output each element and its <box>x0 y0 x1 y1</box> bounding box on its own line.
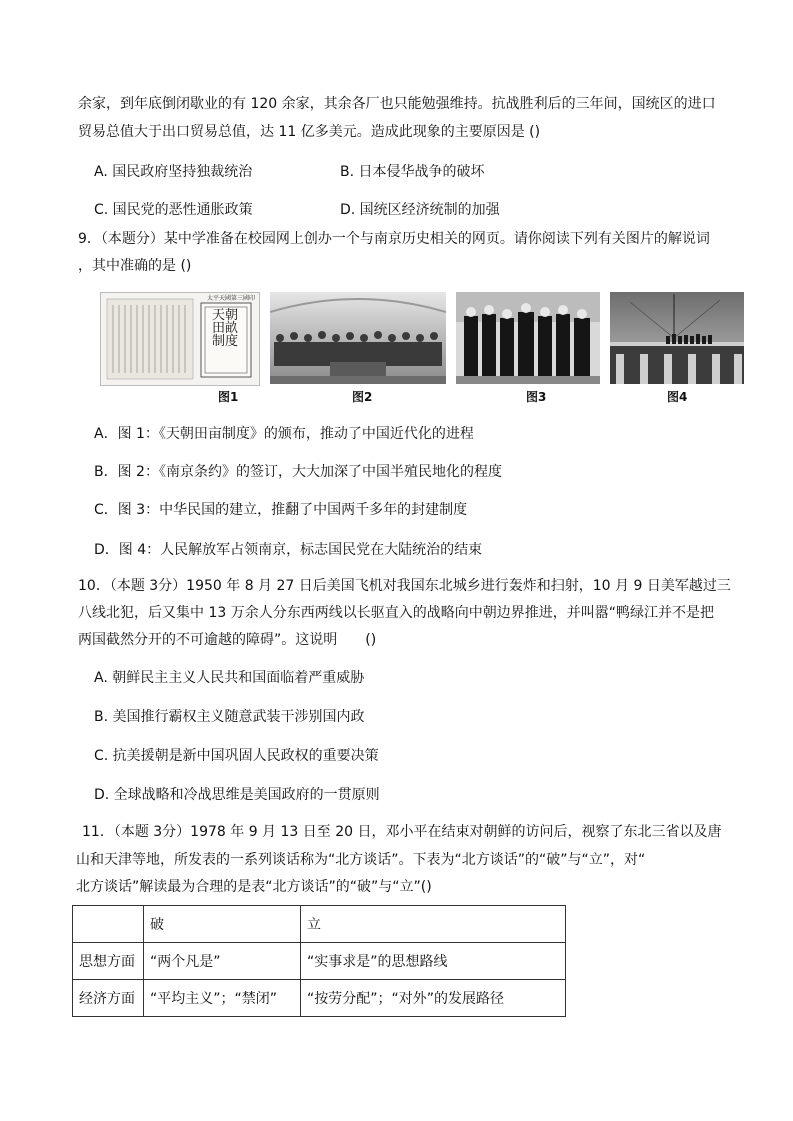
q10-text-line1: 10．（本题 3分）1950 年 8 月 27 日后美国飞机对我国东北城乡进行轰炸和扫射，10 月 9 日美军越过三 <box>78 578 731 594</box>
q9-option-d[interactable]: D．图 4：人民解放军占领南京，标志国民党在大陆统治的结束 <box>94 542 483 558</box>
q10-option-c[interactable]: C. 抗美援朝是新中国巩固人民政权的重要决策 <box>94 748 379 764</box>
figure-2-treaty-signing-photo <box>270 292 446 384</box>
q8-text-line1: 余家，到年底倒闭歇业的有 120 余家，其余各厂也只能勉强维持。抗战胜利后的三年间，国统区的进口 <box>78 96 716 112</box>
table-cell: 思想方面 <box>73 943 144 980</box>
table-cell: “实事求是”的思想路线 <box>301 943 566 980</box>
figure-1-caption: 图1 <box>218 390 239 404</box>
q11-text-line2: 山和天津等地，所发表的一系列谈话称为“北方谈话”。下表为“北方谈话”的“破”与“立”，对“ <box>76 852 646 868</box>
document-seal-text: 太平天國第三國印 <box>206 295 255 302</box>
q9-text-line2: ，其中准确的是 () <box>78 258 192 274</box>
figure-3-group-portrait-photo <box>456 292 600 384</box>
table-row <box>73 943 566 980</box>
q11-text-line1: 11．（本题 3分）1978 年 9 月 13 日至 20 日，邓小平在结束对朝鲜的访问后，视察了东北三省以及唐 <box>82 824 722 840</box>
q9-image-row <box>100 292 746 386</box>
figure-4-presidential-palace-photo <box>610 292 744 384</box>
q8-option-a[interactable]: A. 国民政府坚持独裁统治 <box>94 164 253 180</box>
q8-option-b[interactable]: B. 日本侵华战争的破坏 <box>340 164 485 180</box>
crowd-illustration <box>270 292 446 384</box>
north-talks-table <box>72 905 566 1017</box>
q10-text-line3: 两国截然分开的不可逾越的障碍”。这说明 () <box>78 632 377 648</box>
q8-option-c[interactable]: C. 国民党的恶性通胀政策 <box>94 202 253 218</box>
table-header-row <box>73 906 566 943</box>
q10-text-line2: 八线北犯，后又集中 13 万余人分东西两线以长驱直入的战略向中朝边界推进，并叫嚣“鸭绿江并不是把 <box>78 605 714 621</box>
document-title-text: 天朝田畝制度 <box>211 308 238 349</box>
figure-2-caption: 图2 <box>352 390 373 404</box>
q8-option-d[interactable]: D. 国统区经济统制的加强 <box>340 202 500 218</box>
table-cell: “平均主义”；“禁闭” <box>144 980 301 1017</box>
figure-4-caption: 图4 <box>667 390 688 404</box>
table-header-cell: 破 <box>144 906 301 943</box>
figure-1-document-image <box>100 292 260 386</box>
q10-option-b[interactable]: B. 美国推行霸权主义随意武装干涉别国内政 <box>94 709 365 725</box>
table-header-cell <box>73 906 144 943</box>
table-header-cell: 立 <box>301 906 566 943</box>
table-cell: “按劳分配”；“对外”的发展路径 <box>301 980 566 1017</box>
q10-option-d[interactable]: D. 全球战略和冷战思维是美国政府的一贯原则 <box>94 787 380 803</box>
table-row <box>73 980 566 1017</box>
table-cell: “两个凡是” <box>144 943 301 980</box>
figure-3-caption: 图3 <box>526 390 547 404</box>
q9-option-c[interactable]: C．图 3：中华民国的建立，推翻了中国两千多年的封建制度 <box>94 502 468 518</box>
q9-option-a[interactable]: A．图 1：《天朝田亩制度》的颁布，推动了中国近代化的进程 <box>94 426 474 442</box>
q11-text-line3: 北方谈话”解读最为合理的是表“北方谈话”的“破”与“立”() <box>76 879 432 895</box>
q9-option-b[interactable]: B．图 2：《南京条约》的签订，大大加深了中国半殖民地化的程度 <box>94 464 502 480</box>
q8-text-line2: 贸易总值大于出口贸易总值，达 11 亿多美元。造成此现象的主要原因是 () <box>78 124 541 140</box>
q9-text-line1: 9．（本题分）某中学准备在校园网上创办一个与南京历史相关的网页。请你阅读下列有关图片的解说词 <box>78 231 710 247</box>
q10-option-a[interactable]: A. 朝鲜民主主义人民共和国面临着严重威胁 <box>94 670 365 686</box>
building-illustration <box>610 292 744 384</box>
portrait-illustration <box>456 292 600 384</box>
table-cell: 经济方面 <box>73 980 144 1017</box>
